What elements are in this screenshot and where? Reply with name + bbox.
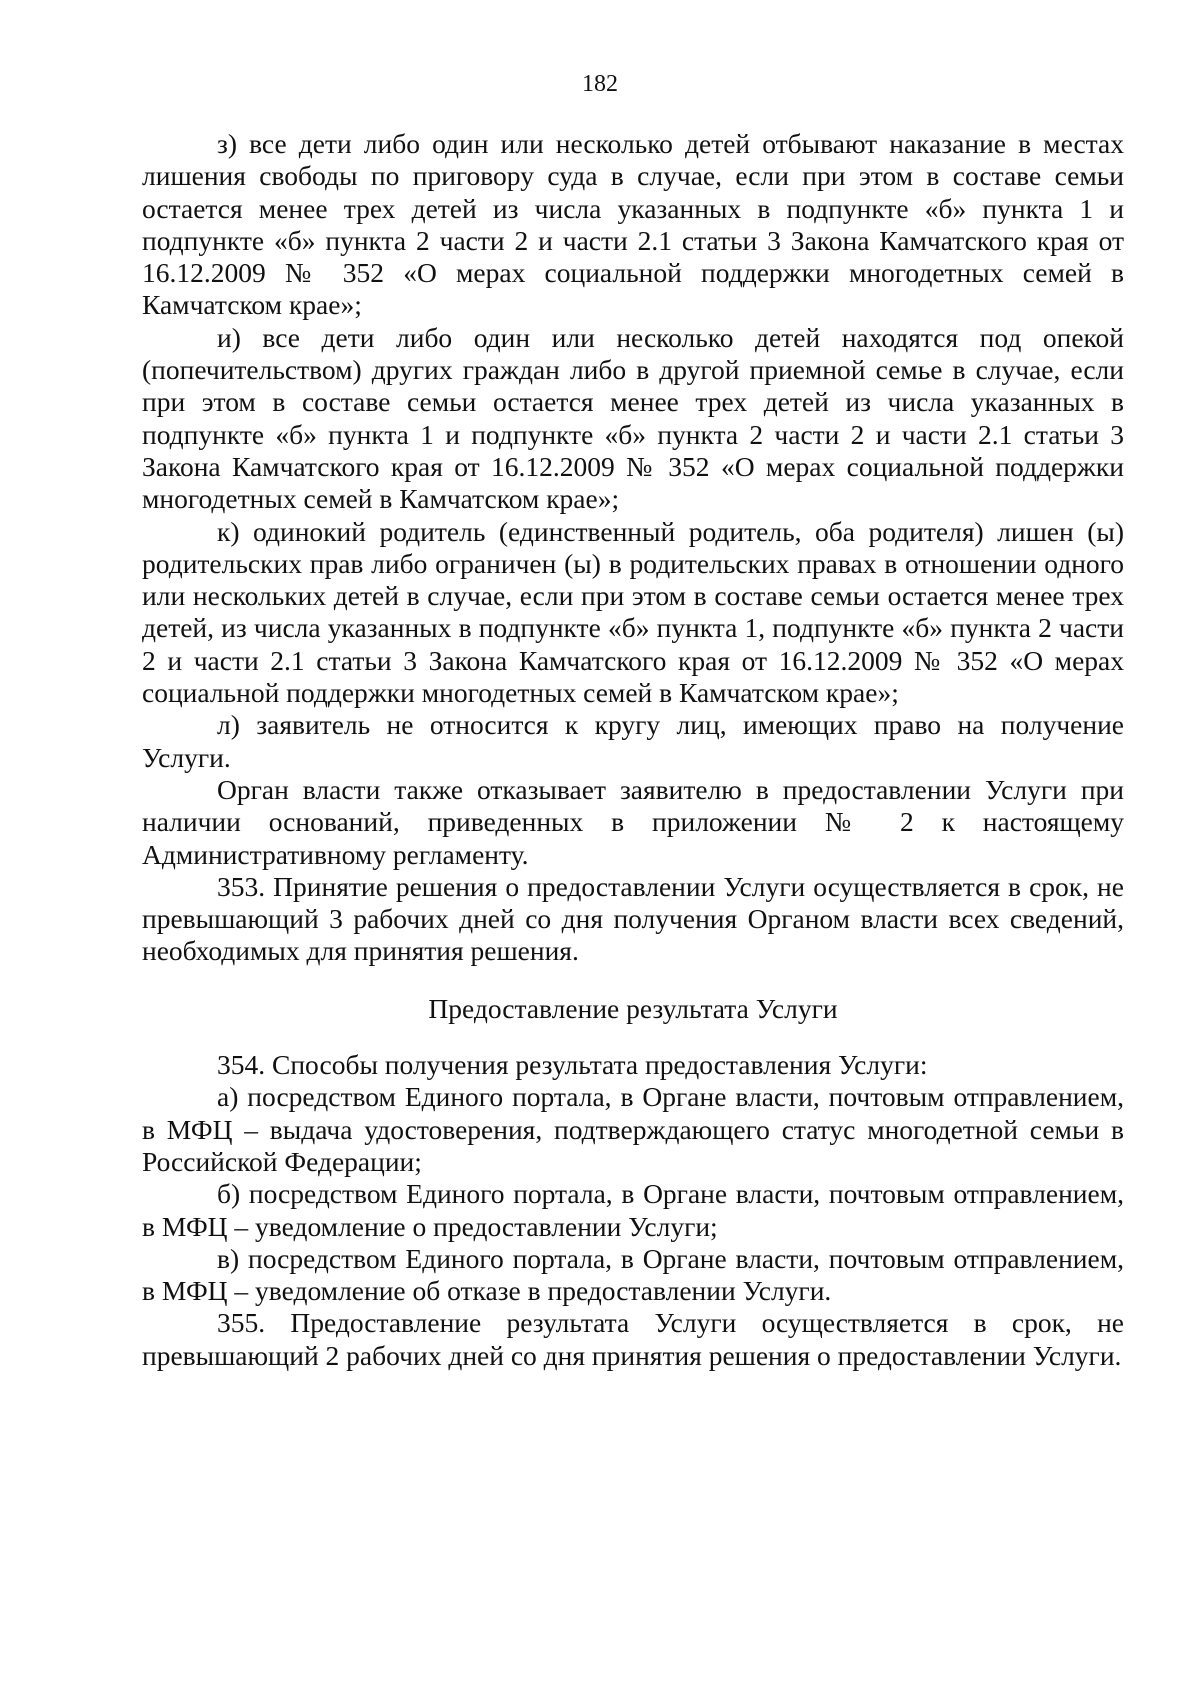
paragraph-354-v: в) посредством Единого портала, в Органе власти, почтовым отправлением, в МФЦ – уведомление об отказе в предоставлении Услуги. bbox=[142, 1242, 1124, 1307]
paragraph-354-b: б) посредством Единого портала, в Органе власти, почтовым отправлением, в МФЦ – уведомление о предоставлении Услуги; bbox=[142, 1178, 1124, 1242]
page-number: 182 bbox=[582, 71, 618, 97]
paragraph-item-k: к) одинокий родитель (единственный родитель, оба родителя) лишен (ы) родительских прав либо ограничен (ы) в родительских правах в отношении одного или нескольких детей в случае, если при этом в составе семьи остается менее трех детей, из числа указанных в подпункте «б» пункта 1, подпункте «б» пункта 2 части 2 и части 2.1 статьи 3 Закона Камчатского края от 16.12.2009 № 352 «О мерах социальной поддержки многодетных семей в Камчатском крае»; bbox=[142, 515, 1124, 709]
paragraph-refusal-grounds: Орган власти также отказывает заявителю в предоставлении Услуги при наличии оснований, приведенных в приложении № 2 к настоящему Административному регламенту. bbox=[142, 773, 1124, 870]
paragraph-item-i: и) все дети либо один или несколько детей находятся под опекой (попечительством) других граждан либо в другой приемной семье в случае, если при этом в составе семьи остается менее трех детей из числа указанных в подпункте «б» пункта 1 и подпункте «б» пункта 2 части 2 и части 2.1 статьи 3 Закона Камчатского края от 16.12.2009 № 352 «О мерах социальной поддержки многодетных семей в Камчатском крае»; bbox=[142, 321, 1124, 515]
paragraph-354: 354. Способы получения результата предоставления Услуги: bbox=[217, 1049, 928, 1081]
paragraph-354-a: а) посредством Единого портала, в Органе власти, почтовым отправлением, в МФЦ – выдача удостоверения, подтверждающего статус многодетной семьи в Российской Федерации; bbox=[142, 1081, 1124, 1177]
paragraph-item-z: з) все дети либо один или несколько детей отбывают наказание в местах лишения свободы по приговору суда в случае, если при этом в составе семьи остается менее трех детей из числа указанных в подпункте «б» пункта 1 и подпункте «б» пункта 2 части 2 и части 2.1 статьи 3 Закона Камчатского края от 16.12.2009 № 352 «О мерах социальной поддержки многодетных семей в Камчатском крае»; bbox=[142, 128, 1124, 321]
paragraph-353: 353. Принятие решения о предоставлении Услуги осуществляется в срок, не превышающий 3 рабочих дней со дня получения Органом власти всех сведений, необходимых для принятия решения. bbox=[142, 870, 1124, 967]
document-body bbox=[142, 128, 1124, 1372]
paragraph-355: 355. Предоставление результата Услуги осуществляется в срок, не превышающий 2 рабочих дней со дня принятия решения о предоставлении Услуги. bbox=[142, 1307, 1124, 1371]
section-heading: Предоставление результата Услуги bbox=[428, 992, 838, 1024]
paragraph-item-l: л) заявитель не относится к кругу лиц, имеющих право на получение Услуги. bbox=[142, 709, 1124, 773]
